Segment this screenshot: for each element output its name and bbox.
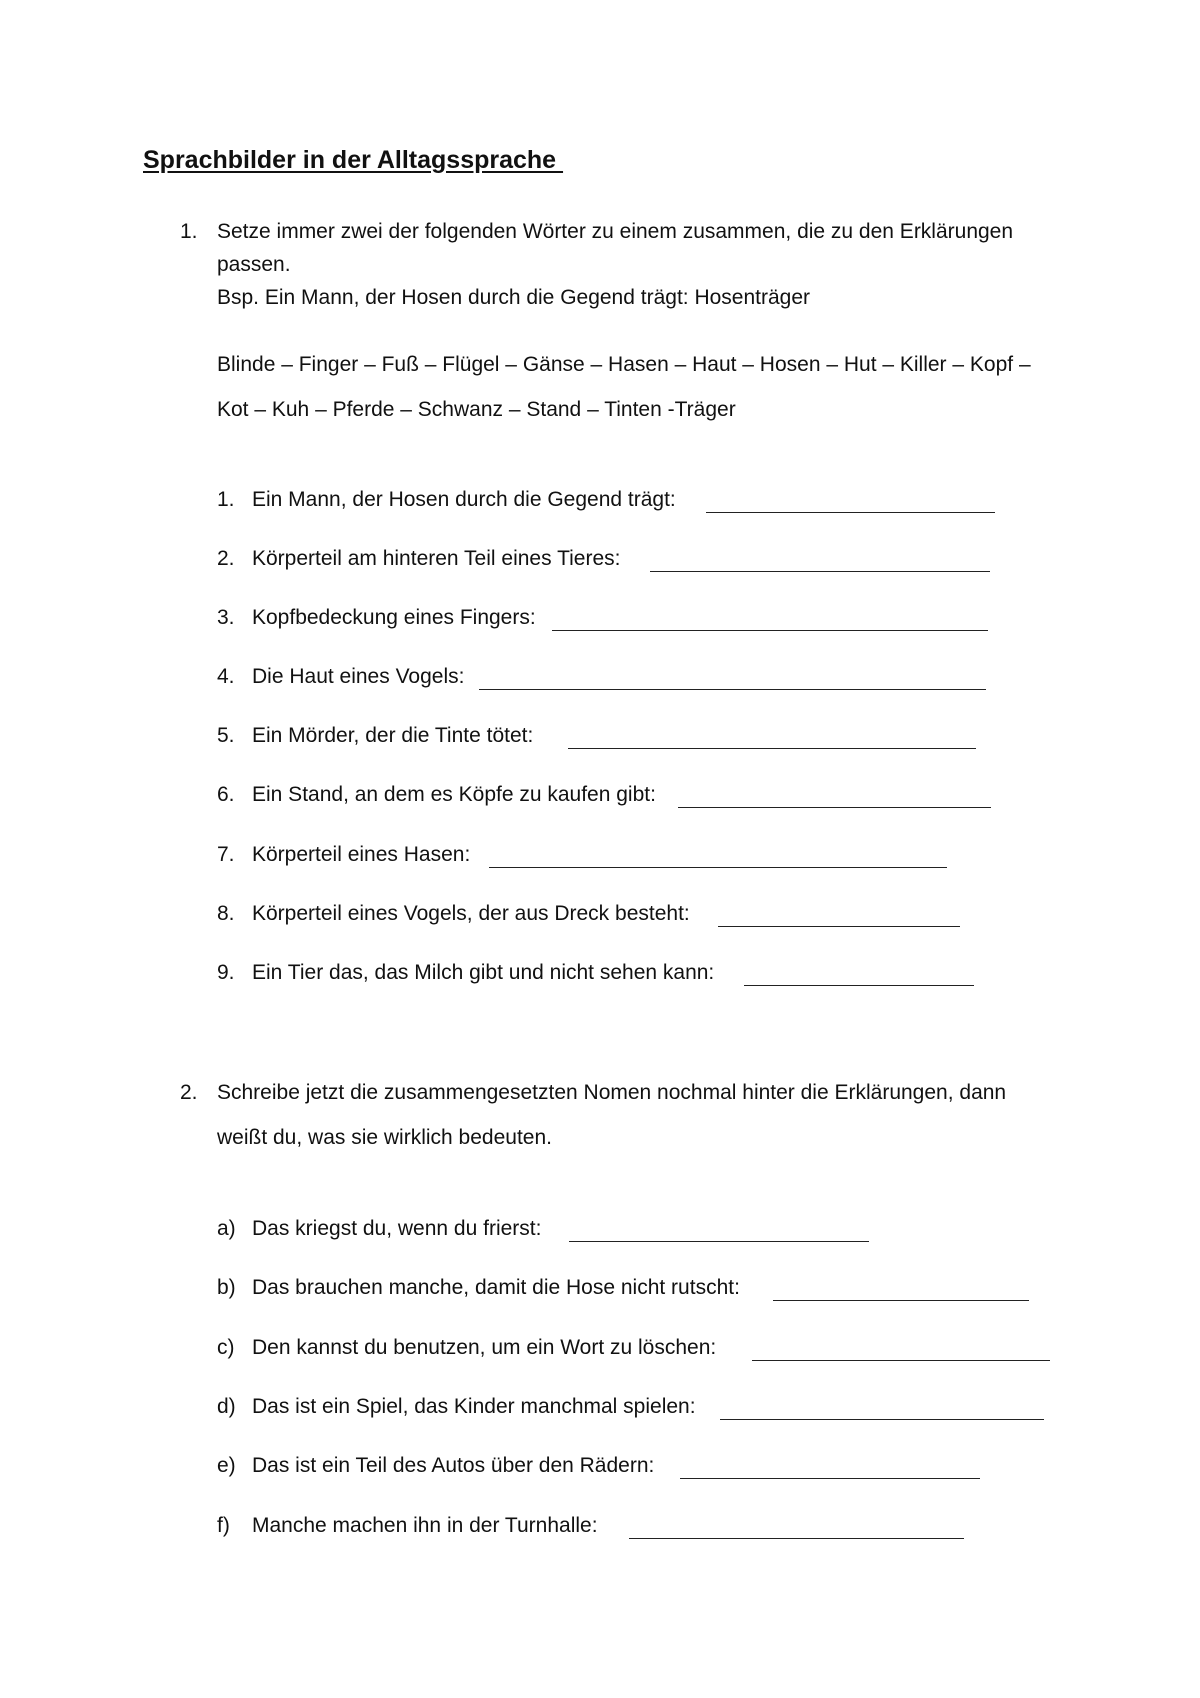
answer-line[interactable] xyxy=(552,630,988,631)
item-number: 5. xyxy=(217,724,235,747)
item-text: Das kriegst du, wenn du frierst: xyxy=(252,1217,542,1240)
answer-line[interactable] xyxy=(718,926,960,927)
answer-line[interactable] xyxy=(706,512,995,513)
item-letter: c) xyxy=(217,1336,235,1359)
task2-instruction-line2: weißt du, was sie wirklich bedeuten. xyxy=(217,1126,552,1149)
item-text: Den kannst du benutzen, um ein Wort zu löschen: xyxy=(252,1336,717,1359)
item-text: Kopfbedeckung eines Fingers: xyxy=(252,606,536,629)
task1-instruction-line2: passen. xyxy=(217,253,291,276)
item-number: 6. xyxy=(217,783,235,806)
item-text: Das ist ein Spiel, das Kinder manchmal spielen: xyxy=(252,1395,696,1418)
item-number: 4. xyxy=(217,665,235,688)
answer-line[interactable] xyxy=(680,1478,980,1479)
item-letter: f) xyxy=(217,1514,230,1537)
task1-instruction-line1: Setze immer zwei der folgenden Wörter zu einem zusammen, die zu den Erklärungen xyxy=(217,220,1014,243)
item-text: Körperteil eines Hasen: xyxy=(252,843,471,866)
item-text: Ein Stand, an dem es Köpfe zu kaufen gibt: xyxy=(252,783,656,806)
answer-line[interactable] xyxy=(650,571,990,572)
item-text: Körperteil eines Vogels, der aus Dreck besteht: xyxy=(252,902,690,925)
answer-line[interactable] xyxy=(752,1360,1050,1361)
task1-number: 1. xyxy=(180,220,198,243)
item-letter: d) xyxy=(217,1395,236,1418)
task2-number: 2. xyxy=(180,1081,198,1104)
answer-line[interactable] xyxy=(744,985,974,986)
answer-line[interactable] xyxy=(773,1300,1029,1301)
answer-line[interactable] xyxy=(479,689,986,690)
item-number: 8. xyxy=(217,902,235,925)
answer-line[interactable] xyxy=(489,867,947,868)
task2-instruction-line1: Schreibe jetzt die zusammengesetzten Nomen nochmal hinter die Erklärungen, dann xyxy=(217,1081,1007,1104)
task1-example: Bsp. Ein Mann, der Hosen durch die Gegend trägt: Hosenträger xyxy=(217,286,811,309)
item-text: Ein Mann, der Hosen durch die Gegend trägt: xyxy=(252,488,676,511)
item-letter: e) xyxy=(217,1454,236,1477)
item-text: Körperteil am hinteren Teil eines Tieres: xyxy=(252,547,621,570)
item-text: Ein Mörder, der die Tinte tötet: xyxy=(252,724,534,747)
item-text: Ein Tier das, das Milch gibt und nicht sehen kann: xyxy=(252,961,715,984)
word-list-line1: Blinde – Finger – Fuß – Flügel – Gänse – Hasen – Haut – Hosen – Hut – Killer – Kopf – xyxy=(217,353,1031,376)
item-number: 2. xyxy=(217,547,235,570)
item-number: 1. xyxy=(217,488,235,511)
item-number: 9. xyxy=(217,961,235,984)
answer-line[interactable] xyxy=(678,807,991,808)
item-number: 7. xyxy=(217,843,235,866)
page-title: Sprachbilder in der Alltagssprache xyxy=(143,146,564,174)
word-list-line2: Kot – Kuh – Pferde – Schwanz – Stand – Tinten -Träger xyxy=(217,398,736,421)
answer-line[interactable] xyxy=(629,1538,964,1539)
item-letter: a) xyxy=(217,1217,236,1240)
item-text: Manche machen ihn in der Turnhalle: xyxy=(252,1514,598,1537)
item-letter: b) xyxy=(217,1276,236,1299)
item-text: Das brauchen manche, damit die Hose nicht rutscht: xyxy=(252,1276,740,1299)
item-number: 3. xyxy=(217,606,235,629)
item-text: Das ist ein Teil des Autos über den Rädern: xyxy=(252,1454,655,1477)
item-text: Die Haut eines Vogels: xyxy=(252,665,465,688)
answer-line[interactable] xyxy=(720,1419,1044,1420)
answer-line[interactable] xyxy=(569,1241,869,1242)
answer-line[interactable] xyxy=(568,748,976,749)
